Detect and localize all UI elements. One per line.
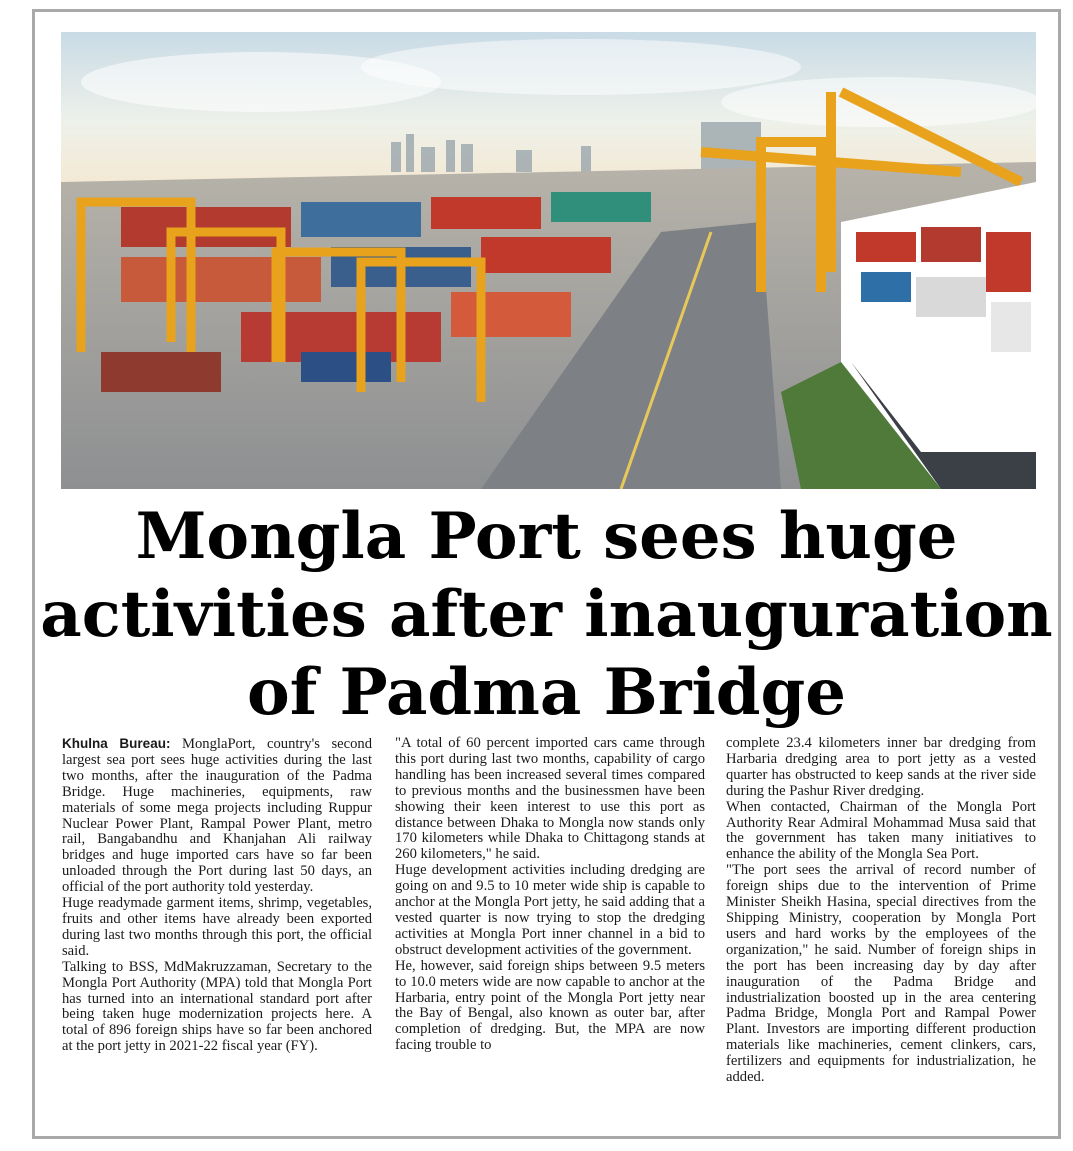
article-column-1 <box>62 736 372 1055</box>
headline-line-3: of Padma Bridge <box>247 655 846 730</box>
paragraph: "The port sees the arrival of record number of foreign ships due to the intervention of Prime Minister Sheikh Hasina, special directives from the Shipping Ministry, cooperation by Mongla Port users and hard works by the employees of the organization," he said. Number of foreign ships in the port has been increasing day by day after inauguration of the Padma Bridge and industrialization boosted up in the area centering Padma Bridge, Mongla Port and Rampal Power Plant. Investors are importing different production materials like machineries, cement clinkers, cars, fertilizers and equipments for industrialization, he added. <box>726 862 1036 1086</box>
paragraph: Huge development activities including dredging are going on and 9.5 to 10 meter wide ship is capable to anchor at the Mongla Port jetty, he said adding that a vested quarter is now trying to stop the dredging activities at Mongla Port inner channel in a bid to obstruct development activities of the government. <box>395 862 705 958</box>
headline <box>40 498 1053 732</box>
article-column-2 <box>395 736 705 1054</box>
headline-line-1: Mongla Port sees huge <box>135 499 958 574</box>
paragraph: "A total of 60 percent imported cars came through this port during last two months, capability of cargo handling has been increased several times compared to previous months and the businessmen have been showing their keen interest to use this port as distance between Dhaka to Mongla now stands only 170 kilometers while Dhaka to Chittagong stands at 260 kilometers," he said. <box>395 735 705 863</box>
paragraph: When contacted, Chairman of the Mongla Port Authority Rear Admiral Mohammad Musa said that the government has taken many initiatives to enhance the ability of the Mongla Sea Port. <box>726 798 1036 863</box>
paragraph: complete 23.4 kilometers inner bar dredging from Harbaria dredging area to port jetty as a vested quarter has obstructed to keep sands at the river side during the Pashur River dredging. <box>726 735 1036 799</box>
dateline: Khulna Bureau: <box>62 736 171 751</box>
paragraph: Khulna Bureau: MonglaPort, country's second largest sea port sees huge activities during the last two months, after the inauguration of the Padma Bridge. Huge machineries, equipments, raw materials of some mega projects including Ruppur Nuclear Power Plant, Rampal Power Plant, metro rail, Bangabandhu and Khanjahan Ali railway bridges and huge imported cars have so far been unloaded through the Port during last 50 days, an official of the port authority told yesterday. <box>62 736 372 896</box>
port-photo <box>61 32 1036 489</box>
article-column-3 <box>726 736 1036 1086</box>
paragraph: He, however, said foreign ships between 9.5 meters to 10.0 meters wide are now capable to anchor at the Harbaria, entry point of the Mongla Port jetty near the Bay of Bengal, also known as outer bar, after completion of dredging. But, the MPA are now facing trouble to <box>395 957 705 1054</box>
headline-line-2: activities after inauguration <box>40 577 1053 652</box>
paragraph: Huge readymade garment items, shrimp, vegetables, fruits and other items have already been exported during last two months through this port, the official said. <box>62 895 372 959</box>
paragraph: Talking to BSS, MdMakruzzaman, Secretary to the Mongla Port Authority (MPA) told that Mongla Port has turned into an international standard port after being taken huge modernization projects here. A total of 896 foreign ships have so far been anchored at the port jetty in 2021-22 fiscal year (FY). <box>62 958 372 1055</box>
port-illustration <box>61 32 1036 489</box>
